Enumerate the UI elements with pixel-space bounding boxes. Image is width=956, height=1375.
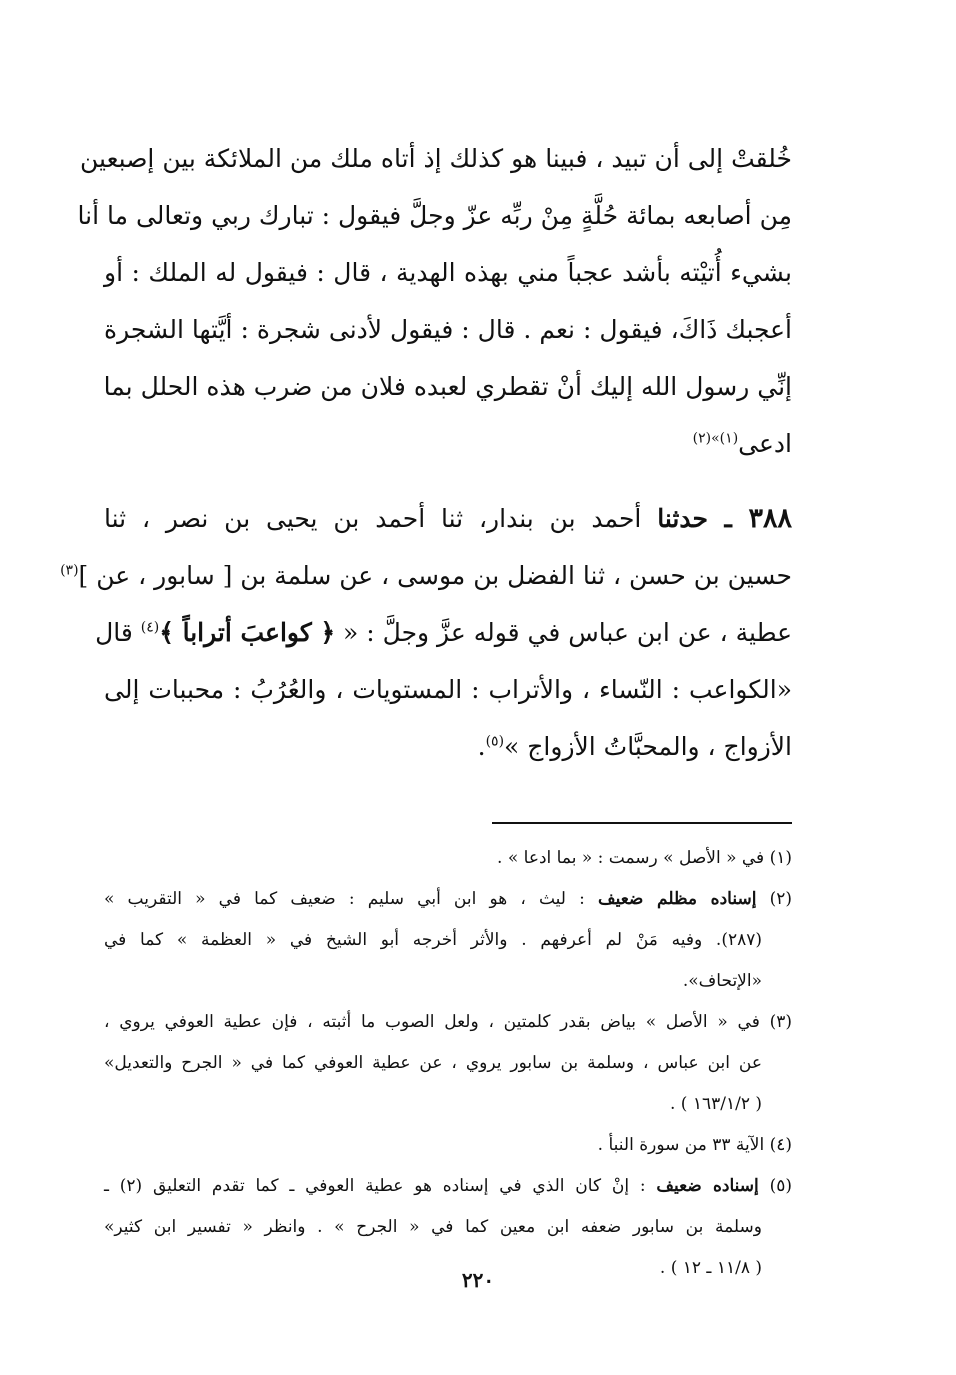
footnote-ref: (١)»(٢) xyxy=(692,430,739,447)
hadith-388 xyxy=(60,490,792,775)
footnote-number: (٢) xyxy=(756,889,792,909)
main-line: أعجبك ذَاكَ، فيقول : نعم . قال : فيقول لأدنى شجرة : أيَّتها الشجرة xyxy=(104,315,792,344)
footnote-4: (٤) الآية ٣٣ من سورة النبأ . xyxy=(597,1135,792,1155)
hadith-line xyxy=(95,604,792,661)
hadith-line: «الكواعب : النّساء ، والأتراب : المستويات ، والعُرُبُ : محببات إلى xyxy=(104,675,792,704)
main-line: مِن أصابعه بمائة حُلَّةٍ مِنْ ربِّه عزّ وجلَّ فيقول : تبارك ربي وتعالى ما أنا xyxy=(77,201,792,230)
hadith-line xyxy=(60,547,792,604)
footnote-ref: (٥) xyxy=(485,733,505,750)
footnote-2-cont: (٢٨٧). وفيه مَنْ لم أعرفهم . والأثر أخرجه أبو الشيخ في « العظمة » كما في xyxy=(104,930,762,950)
main-line: خُلقتْ إلى أن تبيد ، فبينا هو كذلك إذ أتاه ملك من الملائكة بين إصبعين xyxy=(80,144,792,173)
main-line-text: ادعى xyxy=(738,429,792,458)
footnote-grade: إسناده مظلم ضعيف xyxy=(598,889,757,909)
footnote-3-cont: ( ١٦٣/١/٢ ) . xyxy=(670,1094,762,1114)
hadith-line xyxy=(104,490,792,547)
main-line-last xyxy=(104,415,792,472)
footnote-2 xyxy=(104,879,792,920)
main-paragraph-1 xyxy=(77,130,792,472)
footnote-ref: (٤) xyxy=(140,619,160,636)
footnote-text: : إنْ كان الذي في إسناده هو عطية العوفي ـ كما تقدم التعليق (٢) ـ xyxy=(104,1176,657,1196)
hadith-number: ٣٨٨ xyxy=(748,503,792,534)
footnote-text: : ليث ، هو ابن أبي سليم : ضعيف كما في « التقريب » xyxy=(104,889,598,909)
footnote-grade: إسناده ضعيف xyxy=(656,1176,759,1196)
footnote-5-cont: وسلمة بن سابور ضعفه ابن معين كما في « الجرح » . وانظر « تفسير ابن كثير» xyxy=(104,1217,762,1237)
hadith-text: عطية ، عن ابن عباس في قوله عزَّ وجلَّ : « xyxy=(335,618,792,647)
footnote-separator xyxy=(492,822,792,824)
quran-quote: ﴿ كواعبَ أتراباً ﴾ xyxy=(159,618,336,647)
footnote-1: (١) في « الأصل » رسمت : « بما ادعا » . xyxy=(497,848,792,868)
hadith-text: حسين بن حسن ، ثنا الفضل بن موسى ، عن سلمة بن [ سابور ، عن ] xyxy=(78,561,792,590)
page-number: ٢٢٠ xyxy=(461,1268,495,1292)
footnote-number: (٥) xyxy=(758,1176,792,1196)
hadith-line-last xyxy=(104,718,792,775)
hadith-dash: ـ xyxy=(707,504,749,533)
hadith-text: . xyxy=(477,732,486,761)
main-line: إنِّي رسول الله إليك أنْ تقطري لعبده فلان من ضرب هذه الحلل بما xyxy=(103,372,792,401)
hadith-text: الأزواج ، والمحبَّاتُ الأزواج » xyxy=(504,732,792,761)
footnote-2-cont: «الإتحاف». xyxy=(682,971,762,991)
hadith-text: أحمد بن بندار، ثنا أحمد بن يحيى بن نصر ، ثنا xyxy=(104,504,658,533)
hadith-text: قال xyxy=(95,618,141,647)
footnote-3-cont: عن ابن عباس ، وسلمة بن سابور يروي ، عن عطية العوفي كما في « الجرح والتعديل» xyxy=(104,1053,762,1073)
footnote-ref: (٣) xyxy=(60,562,79,579)
main-line: بشيء أُتيْته بأشد عجباً مني بهذه الهدية ، قال : فيقول له الملك : أو xyxy=(104,258,792,287)
footnote-5 xyxy=(104,1166,792,1207)
footnote-3: (٣) في « الأصل » بياض بقدر كلمتين ، ولعل الصوب ما أثبته ، فإن عطية العوفي يروي ، xyxy=(104,1012,792,1032)
footnote-5-cont: ( ١١/٨ ـ ١٢ ) . xyxy=(659,1258,762,1278)
hadith-lead-word: حدثنا xyxy=(657,504,708,533)
footnotes xyxy=(104,838,792,1289)
